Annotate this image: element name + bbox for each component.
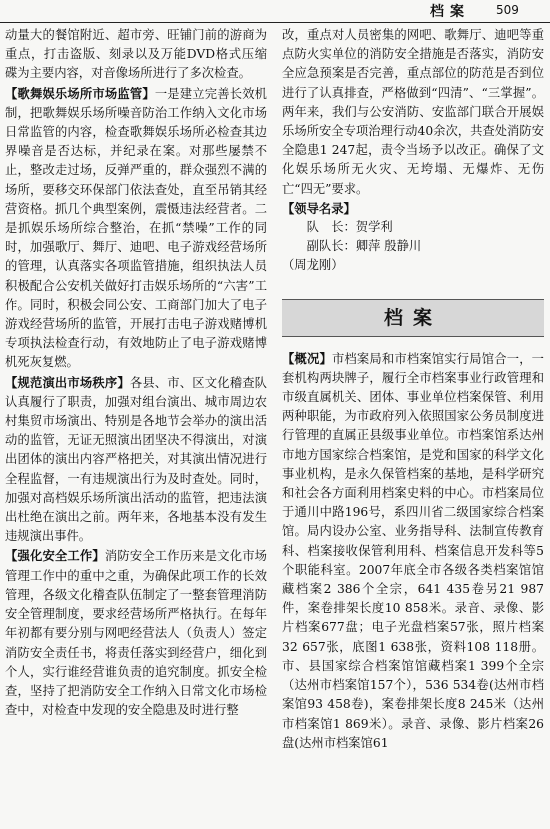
leaders-heading: 【领导名录】 <box>282 200 356 216</box>
continued-paragraph: 改，重点对人员密集的网吧、歌舞厅、迪吧等重点防火实单位的消防安全措施是否落实，消防安全应急预案是否完善，重点部位的防范是否到位进行了认真排查，严格做到“四清”、“三掌握”。两年来，我们与公安消防、安监部门联合开展娱乐场所安全专项治理行动40余次，共查处消防安全隐患1 247起，责令当场予以改正。确保了文化娱乐场所无火灾、无垮塌、无爆炸、无伤亡“四无”要求。 <box>282 28 544 196</box>
intro-paragraph: 动量大的餐馆附近、超市旁、旺铺门前的游商为重点，打击盗版、刻录以及万能DVD格式压缩碟为主要内容，对音像场所进行了多次检查。 <box>5 28 267 81</box>
page-number: 509 <box>496 3 519 17</box>
section-body: 一是建立完善长效机制，把歌舞娱乐场所噪音防治工作纳入文化市场日常监管的内容，检查歌舞娱乐场所必检查其边界噪音是否达标，并纪录在案。对那些屡禁不止，整改走过场，反弹严重的，群众强烈不满的场所，要移交环保部门依法查处，直至吊销其经营资格。抓几个典型案例，震慑违法经营者。二是抓娱乐场所综合整治，在抓“禁噪”工作的同时，加强歌厅、舞厅、迪吧、电子游戏经营场所的管理，认真落实各项监管措施，组织执法人员积极配合公安机关做好打击娱乐场所的“六害”工作。同时，积极会同公安、工商部门加大了电子游戏经营场所的监管，开展打击电子游戏赌博机专项执法检查行动，有效地防止了电子游戏赌博机死灰复燃。 <box>5 86 267 370</box>
section-body: 各县、市、区文化稽查队认真履行了职责，加强对组台演出、城市周边农村集贸市场演出、特别是各地节会举办的演出活动的监管，无证无照演出团坚决不得演出，对演出团体的演出内容严格把关，对其演出情况进行全程监督，一有违规演出行为及时查处。同时，加强对高档娱乐场所演出活动的监管，把违法演出杜绝在演出之前。两年来，各地基本没有发生违规演出事件。 <box>5 375 267 544</box>
section-body: 市档案局和市档案馆实行局馆合一，一套机构两块牌子，履行全市档案事业行政管理和市级直属机关、团体、事业单位档案保管、利用两种职能，为市政府列入依照国家公务员制度进行管理的直属正县级事业单位。市档案馆系达州市地方国家综合档案馆，是党和国家的科学文化事业机构，是永久保管档案的基地，是科学研究和社会各方面利用档案史料的中心。市档案局位于通川中路196号，系四川省二级国家综合档案馆。局内设办公室、业务指导科、法制宣传教育科、档案接收保管利用科、档案信息开发科等5个职能科室。2007年底全市各级各类档案馆馆藏档案2 386个全宗，641 435卷另21 987件，案卷排架长度10 858米。录音、录像、影片档案677盘；电子光盘档案57张，照片档案32 657张，底图1 638张，资料108 118册。市、县国家综合档案馆馆藏档案1 399个全宗（达州市档案馆157个），536 534卷(达州市档案馆93 458卷)，案卷排架长度8 245米（达州市档案馆1 869米）。录音、录像、影片档案26盘(达州市档案馆61 <box>282 351 544 750</box>
section-heading: 【概况】 <box>282 350 332 366</box>
section-entertainment-supervision <box>5 84 267 373</box>
section-overview <box>282 349 544 753</box>
section-heading: 【规范演出市场秩序】 <box>5 374 130 390</box>
leader-captain: 队 长：贺学利 <box>306 220 393 235</box>
section-performance-market <box>5 373 267 547</box>
chapter-banner: 档案 <box>282 299 544 337</box>
author-credit: （周龙刚） <box>282 258 344 273</box>
section-heading: 【歌舞娱乐场所市场监管】 <box>5 85 155 101</box>
leaders-list <box>282 218 544 256</box>
section-safety-work <box>5 546 267 720</box>
running-header <box>0 0 550 23</box>
section-title: 档案 <box>430 4 470 20</box>
section-body: 消防安全工作历来是文化市场管理工作中的重中之重，为确保此项工作的长效管理，各级文化稽查队伍制定了一整套管理消防安全管理制度，要求经营场所严格执行。在每年年初都有要分别与网吧经营法人（负责人）签定消防安全责任书，将责任落实到经营户，细化到个人，实行谁经营谁负责的追究制度。抓安全检查，坚持了把消防安全工作纳入日常文化市场检查中，对检查中发现的安全隐患及时进行整 <box>5 549 267 718</box>
section-heading: 【强化安全工作】 <box>5 548 105 564</box>
leader-vice-captain: 副队长：卿萍 殷静川 <box>306 239 422 254</box>
right-column <box>282 26 544 753</box>
left-column <box>5 26 267 720</box>
